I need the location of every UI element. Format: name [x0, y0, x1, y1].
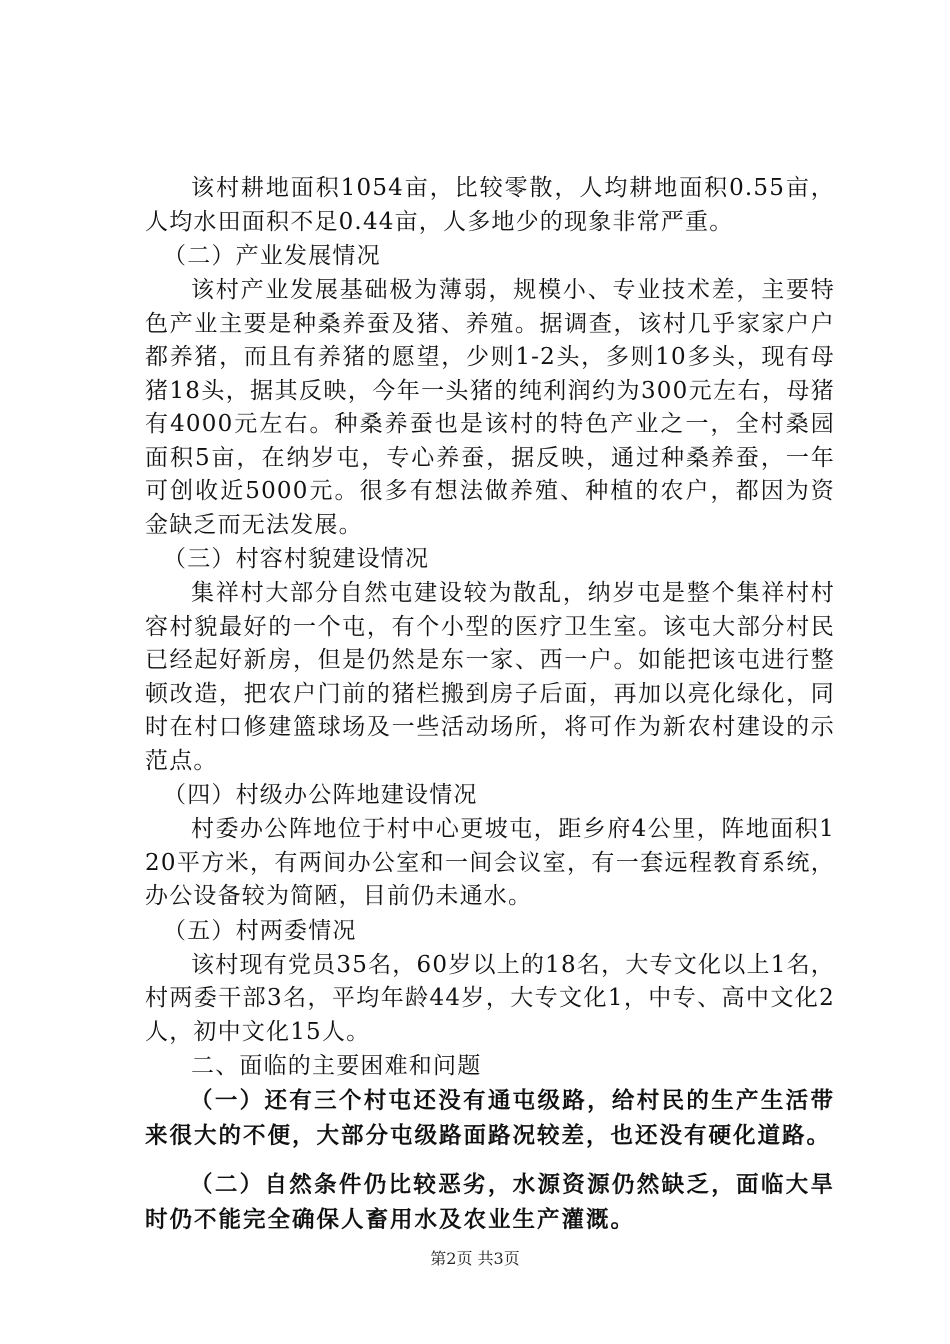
paragraph-office: 村委办公阵地位于村中心更坡屯，距乡府4公里，阵地面积120平方米，有两间办公室和一间会议室，有一套远程教育系统，办公设备较为简陋，目前仍未通水。: [145, 816, 835, 909]
document-body: [145, 172, 835, 1238]
paragraph-village-appearance: 集祥村大部分自然屯建设较为散乱，纳岁屯是整个集祥村村容村貌最好的一个屯，有个小型的医疗卫生室。该屯大部分村民已经起好新房，但是仍然是东一家、西一户。如能把该屯进行整顿改造，把农户门前的猪栏搬到房子后面，再加以亮化绿化，同时在村口修建篮球场及一些活动场所，将可作为新农村建设的示范点。: [145, 580, 835, 774]
heading-office: （四）村级办公阵地建设情况: [163, 782, 478, 808]
paragraph-industry: 该村产业发展基础极为薄弱，规模小、专业技术差，主要特色产业主要是种桑养蚕及猪、养殖。据调查，该村几乎家家户户都养猪，而且有养猪的愿望，少则1-2头，多则10多头，现有母猪18头，据其反映，今年一头猪的纯利润约为300元左右，母猪有4000元左右。种桑养蚕也是该村的特色产业之一，全村桑园面积5亩，在纳岁屯，专心养蚕，据反映，通过种桑养蚕，一年可创收近5000元。很多有想法做养殖、种植的农户，都因为资金缺乏而无法发展。: [145, 277, 835, 538]
heading-industry: （二）产业发展情况: [163, 243, 381, 269]
section-heading-problems: 二、面临的主要困难和问题: [191, 1053, 482, 1079]
page-footer: 第2页 共3页: [430, 1249, 520, 1268]
heading-committees: （五）村两委情况: [163, 917, 357, 944]
paragraph-problem-water: （二）自然条件仍比较恶劣，水源资源仍然缺乏，面临大旱时仍不能完全确保人畜用水及农业生产灌溉。: [145, 1172, 835, 1233]
paragraph-problem-roads: （一）还有三个村屯还没有通屯级路，给村民的生产生活带来很大的不便，大部分屯级路面路况较差，也还没有硬化道路。: [145, 1088, 835, 1149]
paragraph-committees: 该村现有党员35名，60岁以上的18名，大专文化以上1名，村两委干部3名，平均年龄44岁，大专文化1，中专、高中文化2人，初中文化15人。: [145, 951, 835, 1045]
paragraph-farmland: 该村耕地面积1054亩，比较零散，人均耕地面积0.55亩，人均水田面积不足0.44亩，人多地少的现象非常严重。: [145, 175, 835, 235]
heading-village-appearance: （三）村容村貌建设情况: [163, 546, 430, 572]
